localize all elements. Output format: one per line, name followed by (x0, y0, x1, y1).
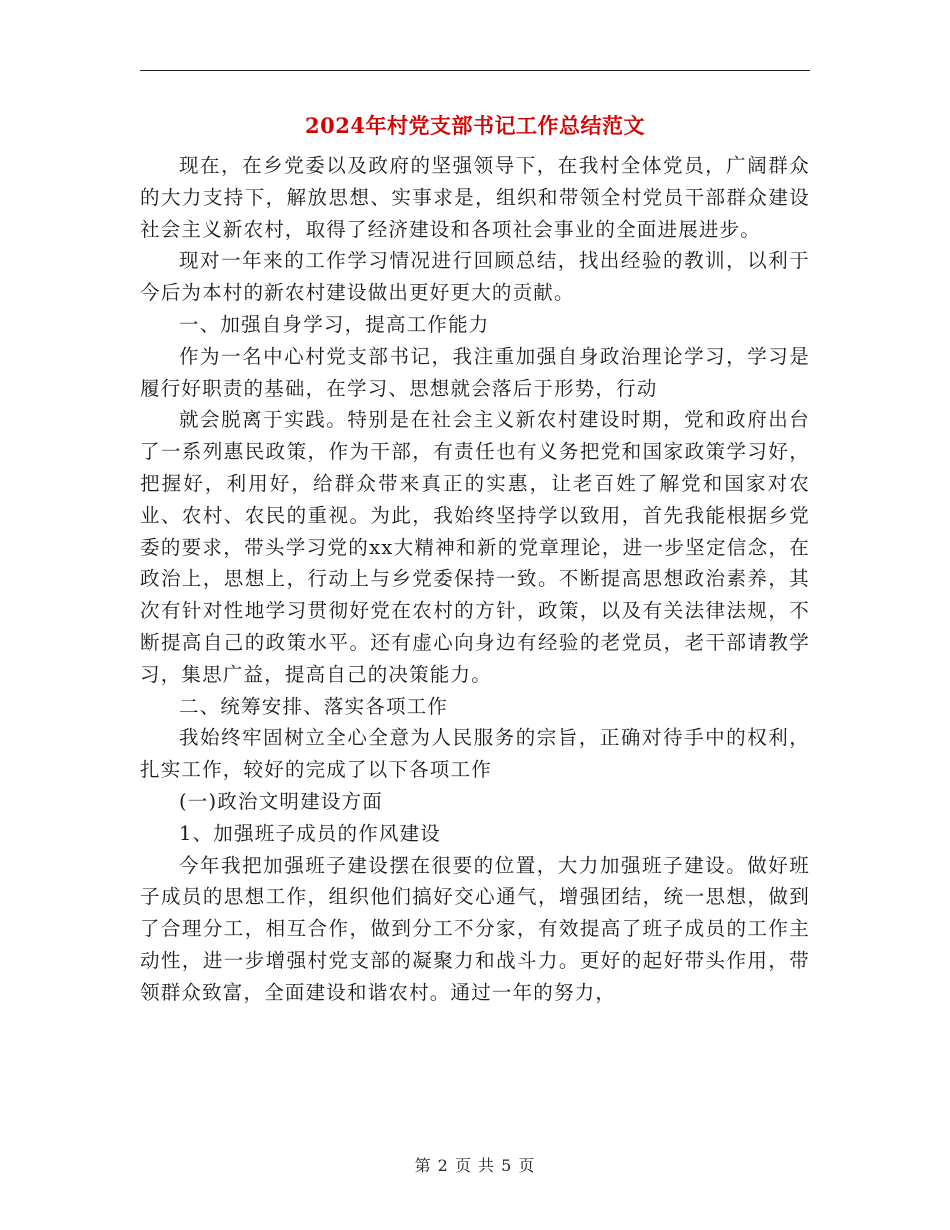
paragraph-review: 现对一年来的工作学习情况进行回顾总结，找出经验的教训，以利于今后为本村的新农村建设做出更好更大的贡献。 (140, 249, 810, 305)
paragraph-study-1: 作为一名中心村党支部书记，我注重加强自身政治理论学习，学习是履行好职责的基础，在学习、思想就会落后于形势，行动 (140, 344, 810, 400)
paragraph-intro: 现在，在乡党委以及政府的坚强领导下，在我村全体党员，广阔群众的大力支持下，解放思想、实事求是，组织和带领全村党员干部群众建设社会主义新农村，取得了经济建设和各项社会事业的全面进展进步。 (140, 154, 810, 241)
document-body (140, 150, 810, 1009)
document-title: 2024年村党支部书记工作总结范文 (305, 113, 645, 138)
item-heading-team: 1、加强班子成员的作风建设 (179, 821, 442, 845)
paragraph-service: 我始终牢固树立全心全意为人民服务的宗旨，正确对待手中的权利，扎实工作，较好的完成了以下各项工作 (140, 726, 810, 782)
section-heading-1: 一、加强自身学习，提高工作能力 (179, 312, 490, 336)
page-number: 第 2 页 共 5 页 (414, 1156, 536, 1175)
subsection-heading-political: (一)政治文明建设方面 (179, 789, 383, 813)
paragraph-study-2: 就会脱离于实践。特别是在社会主义新农村建设时期，党和政府出台了一系列惠民政策，作为干部，有责任也有义务把党和国家政策学习好，把握好，利用好，给群众带来真正的实惠，让老百姓了解党和国家对农业、农村、农民的重视。为此，我始终坚持学以致用，首先我能根据乡党委的要求，带头学习党的xx大精神和新的党章理论，进一步坚定信念，在政治上，思想上，行动上与乡党委保持一致。不断提高思想政治素养，其次有针对性地学习贯彻好党在农村的方针，政策，以及有关法律法规，不断提高自己的政策水平。还有虚心向身边有经验的老党员，老干部请教学习，集思广益，提高自己的决策能力。 (140, 408, 810, 686)
header-rule (140, 70, 810, 71)
section-heading-2: 二、统筹安排、落实各项工作 (179, 694, 449, 718)
paragraph-team-building: 今年我把加强班子建设摆在很要的位置，大力加强班子建设。做好班子成员的思想工作，组织他们搞好交心通气，增强团结，统一思想，做到了合理分工，相互合作，做到分工不分家，有效提高了班子成员的工作主动性，进一步增强村党支部的凝聚力和战斗力。更好的起好带头作用，带领群众致富，全面建设和谐农村。通过一年的努力， (140, 853, 810, 1004)
